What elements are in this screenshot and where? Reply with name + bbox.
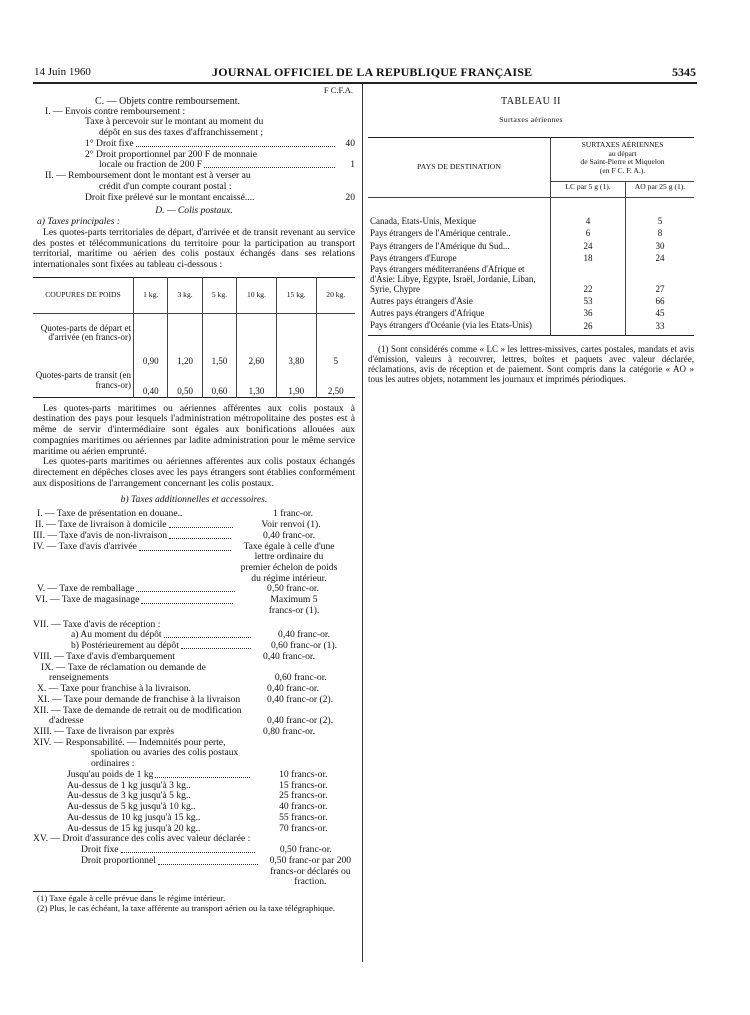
remb-1: II. — Remboursement dont le montant est à verser au (45, 171, 251, 182)
list-item: Au-dessus de 5 kg jusqu'à 10 kg.. 40 francs-or. (67, 801, 328, 813)
table-row: Pays étrangers d'Europe 18 24 (370, 252, 665, 263)
row-label-transit: Quotes-parts de transit (en francs-or) (33, 367, 134, 397)
list-item: XV. — Droit d'assurance des colis avec valeur déclarée : (33, 833, 251, 845)
list-item: VII. — Taxe d'avis de réception : (33, 618, 161, 630)
weights-table (33, 277, 355, 398)
list-item: V. — Taxe de remballage 0,50 franc-or. (37, 583, 319, 595)
journal-title: JOURNAL OFFICIEL DE LA REPUBLIQUE FRANÇAISE (212, 65, 533, 79)
table-row: Pays étrangers de l'Amérique du Sud... 24 30 (370, 240, 665, 251)
cell: 2,50 (327, 385, 344, 396)
paragraph-2: Les quotes-parts maritimes ou aériennes afférentes aux colis postaux à destination des pays pour lesquels l'administration métropolitaine des postes est à même de servir d'intermédiaire sont égales aux bonifications allouées aux compagnies maritimes ou aériennes par ladite administration pour le même service maritime ou aérien emprunté. (33, 402, 355, 457)
list-item: X. — Taxe pour franchise à la livraison. 0,40 franc-or. (37, 683, 319, 695)
list-item: VI. — Taxe de magasinage Maximum 5 francs-or (1). (35, 594, 320, 616)
table-row (33, 367, 355, 397)
page-number: 5345 (672, 65, 696, 79)
weight-1: 1 kg. (134, 277, 168, 313)
cell: 3,80 (276, 313, 316, 367)
envois-title: I. — Envois contre remboursement : (45, 106, 186, 117)
list-item: III. — Taxe d'avis de non-livraison 0,40 franc-or. (33, 529, 315, 541)
list-item: XI. — Taxe pour demande de franchise à la livraison 0,40 franc-or (2). (37, 693, 334, 705)
list-item: a) Au moment du dépôt 0,40 franc-or. (71, 629, 330, 641)
table-row (33, 313, 355, 367)
cell: 5 (333, 356, 339, 367)
list-item: Jusqu'au poids de 1 kg 10 francs-or. (67, 768, 328, 780)
cell: 2,60 (237, 313, 277, 367)
weight-5: 5 kg. (202, 277, 236, 313)
surtaxes-table (368, 137, 694, 336)
list-item: XIII. — Taxe de livraison par exprès 0,80 franc-or. (33, 726, 315, 738)
cell: 1,90 (276, 367, 316, 397)
cell: 0,50 (168, 367, 202, 397)
droit-prop-row: locale ou fraction de 200 F 1 (99, 159, 355, 171)
list-item: Au-dessus de 1 kg jusqu'à 3 kg.. 15 francs-or. (67, 779, 328, 791)
list-item: VIII. — Taxe d'avis d'embarquement 0,40 franc-or. (33, 650, 315, 662)
header-rule (33, 82, 697, 84)
row-label-depart: Quotes-parts de départ et d'arrivée (en francs-or) (33, 313, 134, 367)
weight-3: 3 kg. (168, 277, 202, 313)
tableau-subtitle: Surtaxes aériennes (499, 116, 563, 125)
fcfa-col-head: F C.F.A. (323, 86, 353, 95)
list-item: b) Postérieurement au dépôt 0,60 franc-or (1). (71, 640, 338, 652)
droit-fixe-row: 1° Droit fixe 40 (85, 137, 355, 149)
list-item: II. — Taxe de livraison à domicile Voir renvoi (1). (35, 519, 321, 531)
left-column (33, 86, 355, 914)
footnote-rule (33, 891, 153, 892)
taxes-additionnelles-title: b) Taxes additionnelles et accessoires. (120, 494, 268, 505)
table-row: Pays étrangers méditerranéens d'Afrique et d'Asie: Libye, Egypte, Israël, Jordanie, Liban, Syrie, Chypre 22 27 (370, 263, 665, 295)
list-item: Au-dessus de 3 kg jusqu'à 5 kg.. 25 francs-or. (67, 790, 328, 802)
weights-header-first: COUPURES DE POIDS (33, 277, 134, 313)
cell: 0,60 (202, 367, 236, 397)
issue-date: 14 Juin 1960 (34, 66, 91, 78)
list-item: I. — Taxe de présentation en douane.. 1 franc-or. (37, 508, 313, 520)
cell: 0,40 (134, 367, 168, 397)
table-row: Autres pays étrangers d'Asie 53 66 (370, 296, 665, 307)
taxes-list (33, 509, 355, 888)
list-item: XII. — Taxe de demande de retrait ou de modification d'adresse 0,40 franc-or (2). (33, 704, 334, 727)
right-column (368, 86, 694, 384)
section-d-title: D. — Colis postaux. (155, 206, 233, 217)
cell: 1,20 (168, 313, 202, 367)
cell: 0,90 (134, 313, 168, 367)
envois-desc-2: dépôt en sus des taxes d'affranchissement ; (99, 128, 264, 139)
cell: 1,30 (237, 367, 277, 397)
col-ao: AO par 25 g (1). (626, 181, 695, 197)
remb-row: Droit fixe prélevé sur le montant encaissé.... 20 (85, 191, 355, 203)
list-item: IV. — Taxe d'avis d'arrivée Taxe égale à celle d'une lettre ordinaire du premier échelon de poids du régime intérieur. (33, 540, 338, 584)
col-surtaxes: SURTAXES AÉRIENNES au départ de Saint-Pierre et Miquelon (en F C. F. A.). (551, 137, 695, 181)
tableau-note: (1) Sont considérés comme « LC » les lettres-missives, cartes postales, mandats et avis d'émission, valeurs à recouvrer, lettres, boîtes et paquets avec valeur déclarée, réclamations, avis de réception et de paiement. Sont compris dans la catégorie « AO » tous les autres objets, notamment les journaux et imprimés périodiques. (368, 343, 694, 384)
list-item: Au-dessus de 15 kg jusqu'à 20 kg.. 70 francs-or. (67, 822, 328, 834)
column-divider (362, 84, 363, 962)
footnote-1: (1) Taxe égale à celle prévue dans le régime intérieur. (37, 894, 226, 904)
table-row: Autres pays étrangers d'Afrique 36 45 (370, 308, 665, 319)
weight-20: 20 kg. (316, 277, 355, 313)
page-header (34, 66, 696, 80)
col-lc: LC par 5 g (1). (551, 181, 626, 197)
weight-15: 15 kg. (276, 277, 316, 313)
list-item: Droit fixe 0,50 franc-or. (81, 844, 332, 856)
table-row: Pays étrangers d'Océanie (via les Etats-Unis) 26 33 (368, 320, 694, 336)
list-item: Au-dessus de 10 kg jusqu'à 15 kg.. 55 francs-or. (67, 811, 328, 823)
footnote-2: (2) Plus, le cas échéant, la taxe afférente au transport aérien ou la taxe télégraphique. (37, 902, 336, 913)
paragraph-3: Les quotes-parts maritimes ou aériennes afférentes aux colis postaux échangés directement en dépêches closes avec les pays étrangers sont établies conformément aux dispositions de l'arrangement concernant les colis postaux. (33, 456, 355, 489)
section-c-title: C. — Objets contre remboursement. (95, 95, 240, 107)
tableau-title: TABLEAU II (500, 96, 562, 107)
table-row: Pays étrangers de l'Amérique centrale.. 6 8 (370, 228, 663, 239)
remb-2: crédit d'un compte courant postal : (99, 181, 232, 192)
table-row: Canada, Etats-Unis, Mexique 4 5 (370, 216, 663, 227)
weight-10: 10 kg. (237, 277, 277, 313)
quotes-paragraph: Les quotes-parts territoriales de départ, d'arrivée et de transit revenant au service des postes et télécommunications du territoire pour la participation au transport territorial, maritime ou aérien des colis postaux échangés dans ses relations internationales sont fixées au tableau ci-dessous : (33, 226, 355, 270)
col-pays: PAYS DE DESTINATION (368, 137, 551, 197)
droit-prop-1: 2° Droit proportionnel par 200 F de monnaie (85, 149, 257, 160)
taxes-principales: a) Taxes principales : (37, 217, 121, 228)
list-item: Droit proportionnel 0,50 franc-or par 200 francs-or déclarés ou fraction. (81, 854, 352, 888)
envois-desc-1: Taxe à percevoir sur le montant au moment du (85, 117, 264, 128)
cell: 1,50 (202, 313, 236, 367)
list-item: IX. — Taxe de réclamation ou demande de renseignements 0,60 franc-or. (41, 661, 327, 684)
list-item: XIV. — Responsabilité. — Indemnités pour perte, spoliation ou avaries des colis postaux ordinaires : (33, 736, 239, 770)
